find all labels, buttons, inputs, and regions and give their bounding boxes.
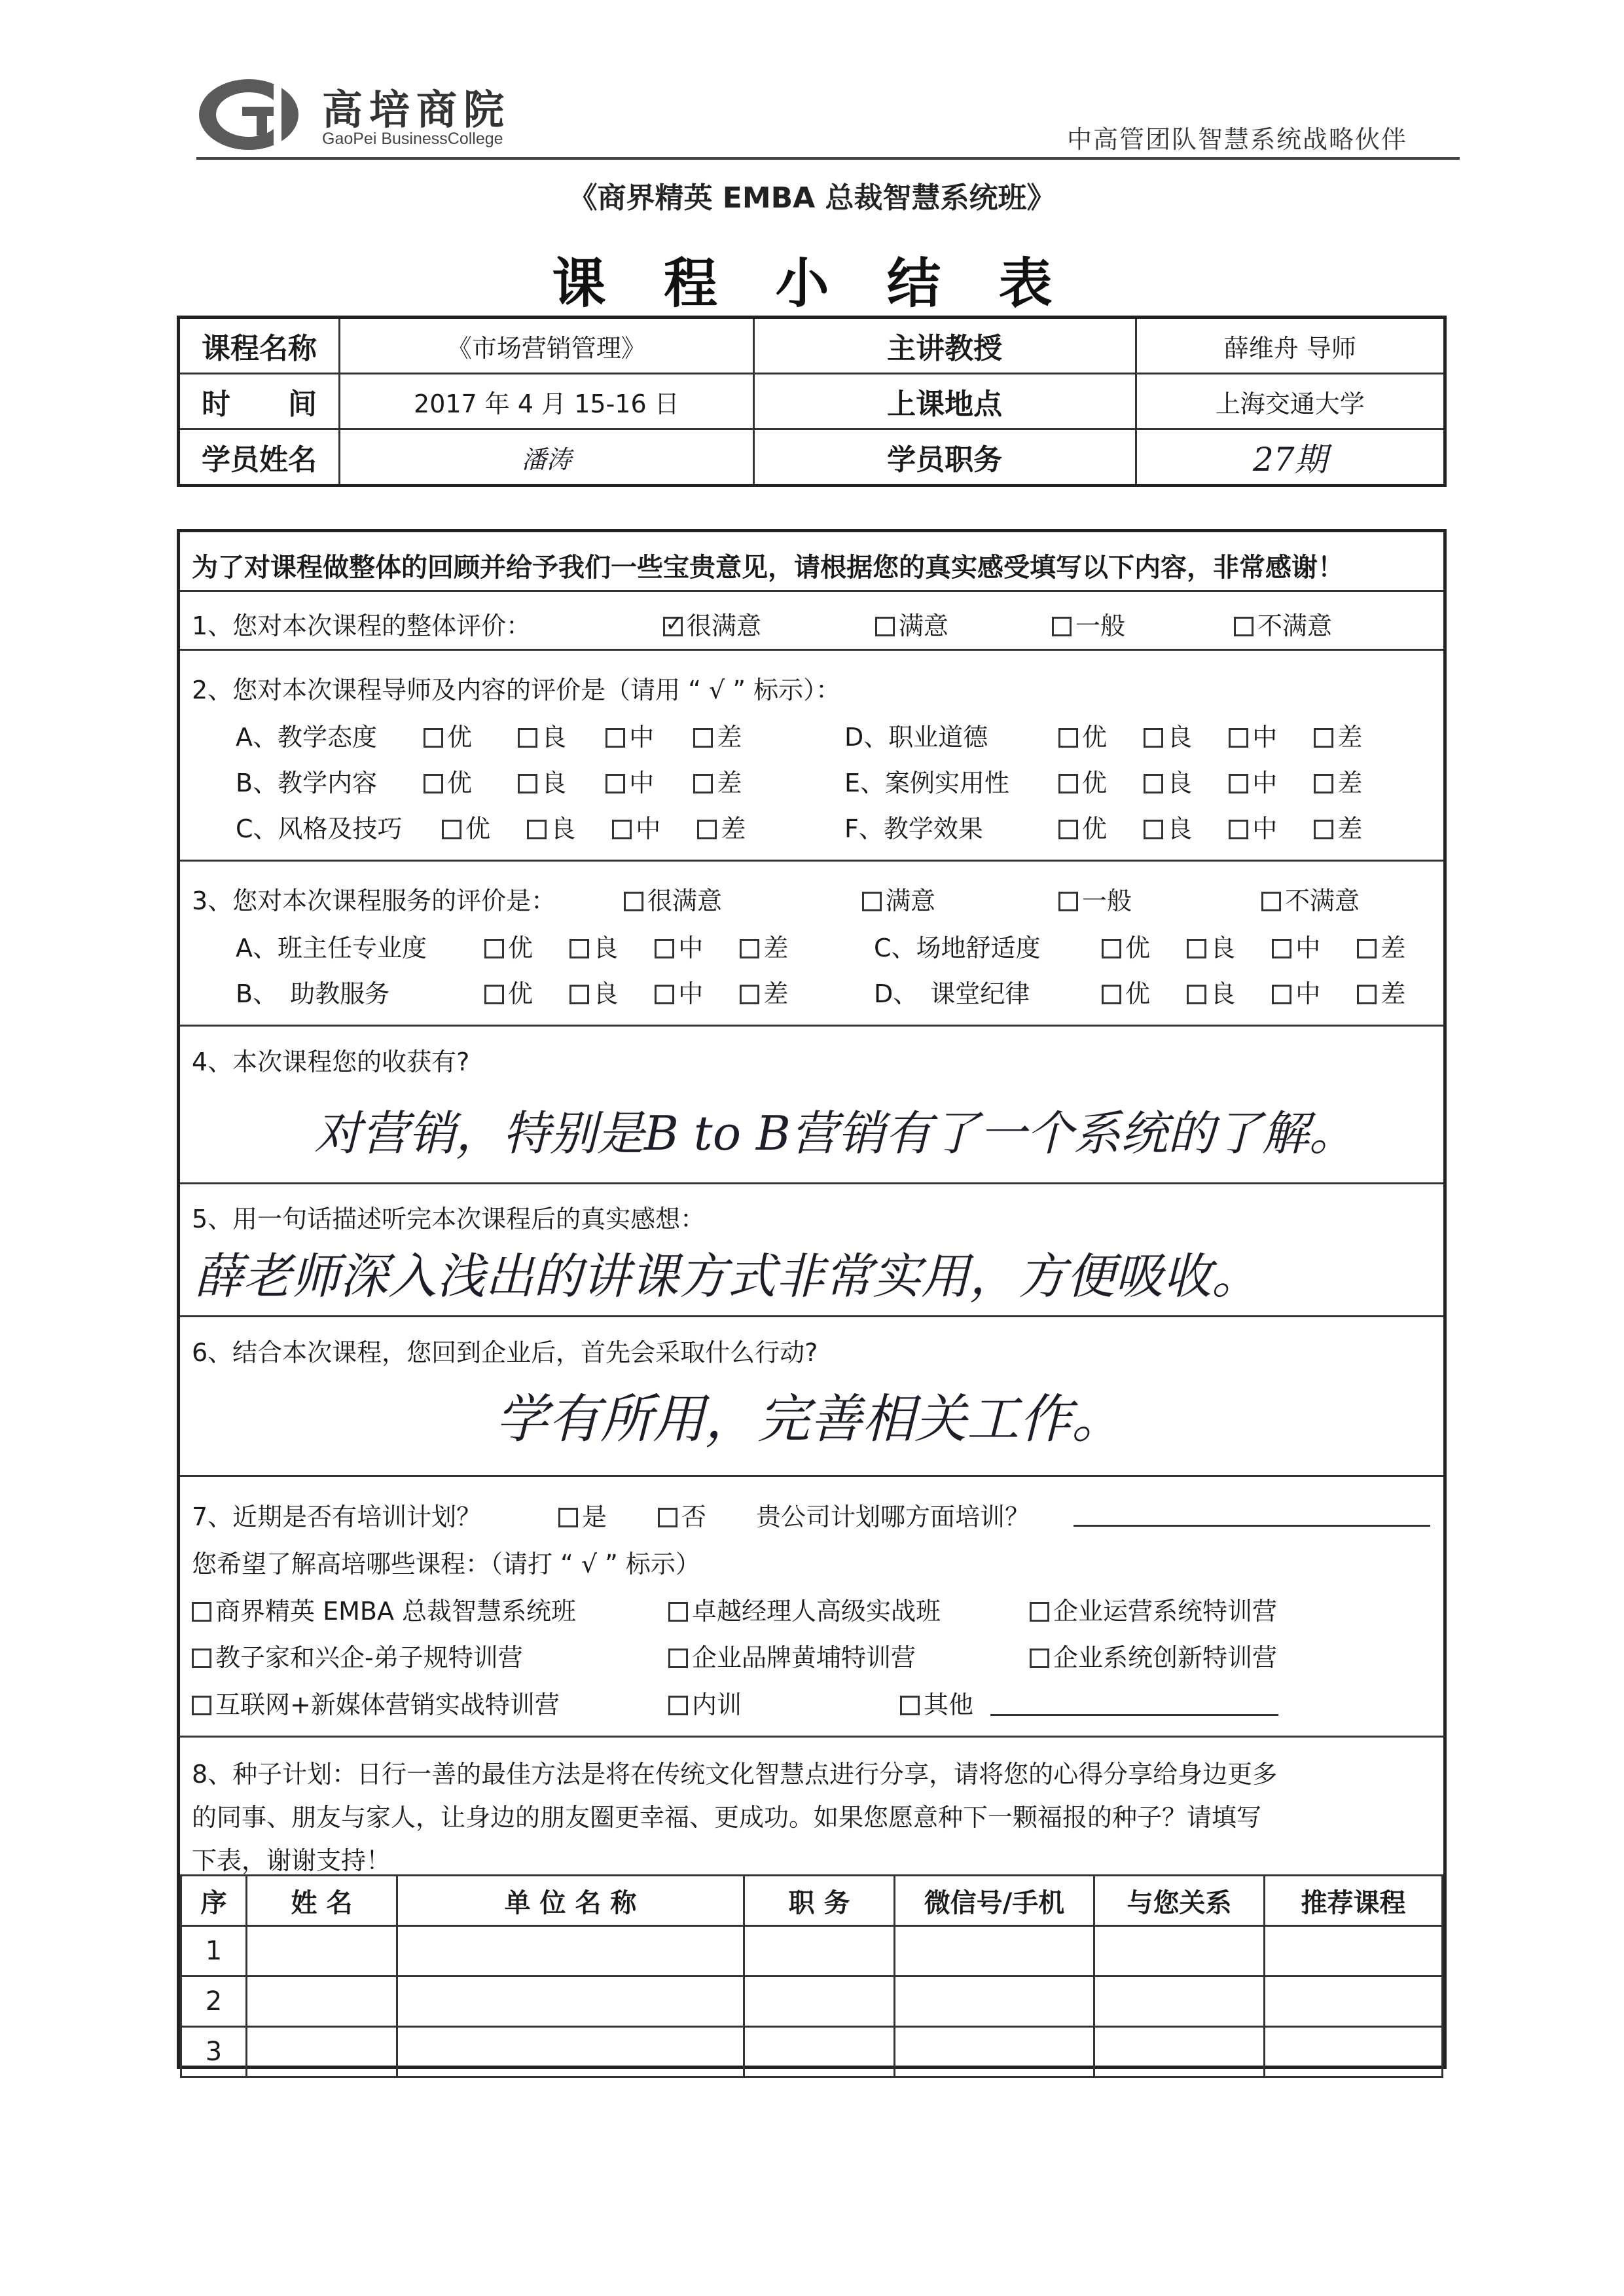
grade-medium[interactable]: 中 <box>1272 979 1320 1008</box>
table-row <box>179 374 1445 429</box>
q7-option-yes[interactable]: 是 <box>558 1497 607 1533</box>
course-info-table <box>177 316 1447 487</box>
q3-item-class-discipline: D、 课堂纪律 <box>874 979 1030 1008</box>
time-value: 2017 年 4 月 15-16 日 <box>339 374 753 429</box>
grade-good[interactable]: 良 <box>527 814 575 843</box>
lecturer-label: 主讲教授 <box>753 318 1136 374</box>
place-value: 上海交通大学 <box>1136 374 1445 429</box>
divider <box>180 1025 1443 1027</box>
grade-poor[interactable]: 差 <box>1314 723 1362 752</box>
grade-group <box>484 928 788 964</box>
student-position-field[interactable]: 27期 <box>1136 429 1445 486</box>
grade-poor[interactable]: 差 <box>740 979 788 1008</box>
feedback-survey <box>177 529 1447 2069</box>
col-header-wechat-phone: 微信号/手机 <box>895 1876 1094 1926</box>
q2-item-teaching-attitude: A、教学态度 <box>236 723 377 752</box>
divider <box>180 1736 1443 1738</box>
grade-excellent[interactable]: 优 <box>484 934 533 962</box>
grade-poor[interactable]: 差 <box>693 769 742 797</box>
grade-excellent[interactable]: 优 <box>1102 979 1150 1008</box>
checkbox-icon[interactable] <box>875 617 895 636</box>
q7-which-label: 贵公司计划哪方面培训？ <box>756 1503 1030 1531</box>
grade-good[interactable]: 良 <box>518 723 566 752</box>
cell-position[interactable] <box>744 2027 895 2077</box>
grade-good[interactable]: 良 <box>1144 723 1192 752</box>
table-row <box>179 318 1445 374</box>
logo-chinese-name: 高培商院 <box>322 86 511 134</box>
grade-excellent[interactable]: 优 <box>424 769 472 797</box>
grade-medium[interactable]: 中 <box>605 723 654 752</box>
grade-medium[interactable]: 中 <box>612 814 660 843</box>
divider <box>180 860 1443 862</box>
q2-item-style-skills: C、风格及技巧 <box>236 814 403 843</box>
q4-label: 4、本次课程您的收获有? <box>192 1048 470 1076</box>
q1-option-average[interactable]: 一般 <box>1052 606 1125 642</box>
q6-label: 6、结合本次课程，您回到企业后，首先会采取什么行动? <box>192 1338 818 1367</box>
place-label: 上课地点 <box>753 374 1136 429</box>
q1-option-unsatisfied[interactable]: 不满意 <box>1234 606 1332 642</box>
q3-item-headteacher: A、班主任专业度 <box>236 934 427 962</box>
course-option-inhouse[interactable]: 内训 <box>668 1685 742 1721</box>
course-name-label: 课程名称 <box>179 318 340 374</box>
course-option-other[interactable]: 其他 <box>900 1685 973 1721</box>
cell-company[interactable] <box>397 1977 744 2027</box>
checkbox-icon[interactable] <box>1052 617 1072 636</box>
grade-excellent[interactable]: 优 <box>1058 814 1107 843</box>
checkbox-checked-icon[interactable] <box>663 617 683 636</box>
col-header-name: 姓 名 <box>247 1876 397 1926</box>
grade-poor[interactable]: 差 <box>697 814 746 843</box>
cell-wechat-phone[interactable] <box>895 1926 1094 1977</box>
cell-company[interactable] <box>397 1926 744 1977</box>
grade-medium[interactable]: 中 <box>1229 814 1277 843</box>
divider <box>180 1475 1443 1477</box>
cell-relationship[interactable] <box>1094 2027 1265 2077</box>
q3-option-average[interactable]: 一般 <box>1058 881 1132 917</box>
q2-item-teaching-effect: F、教学效果 <box>844 814 983 843</box>
grade-good[interactable]: 良 <box>1187 934 1235 962</box>
q3-option-unsatisfied[interactable]: 不满意 <box>1261 881 1360 917</box>
cell-recommended-course[interactable] <box>1265 2027 1443 2077</box>
grade-group <box>1102 928 1405 964</box>
col-header-recommended-course: 推荐课程 <box>1265 1876 1443 1926</box>
course-option-manager[interactable]: 卓越经理人高级实战班 <box>668 1591 941 1627</box>
grade-poor[interactable]: 差 <box>1357 934 1405 962</box>
grade-poor[interactable]: 差 <box>740 934 788 962</box>
course-option-brand[interactable]: 企业品牌黄埔特训营 <box>668 1637 916 1673</box>
q2-label: 2、您对本次课程导师及内容的评价是（请用 “ √ ” 标示）： <box>192 676 841 704</box>
q3-item-venue-comfort: C、场地舒适度 <box>874 934 1041 962</box>
q3-option-very-satisfied[interactable]: 很满意 <box>624 881 722 917</box>
student-name-label: 学员姓名 <box>179 429 340 486</box>
col-header-company: 单 位 名 称 <box>397 1876 744 1926</box>
program-subtitle: 《商界精英 EMBA 总裁智慧系统班》 <box>568 181 1056 215</box>
grade-good[interactable]: 良 <box>1187 979 1235 1008</box>
grade-medium[interactable]: 中 <box>1229 769 1277 797</box>
student-position-label: 学员职务 <box>753 429 1136 486</box>
header-rule <box>196 157 1460 160</box>
grade-poor[interactable]: 差 <box>693 723 742 752</box>
q7-want-label: 您希望了解高培哪些课程：（请打 “ √ ” 标示） <box>192 1550 700 1578</box>
grade-group <box>1102 974 1405 1010</box>
grade-excellent[interactable]: 优 <box>442 814 490 843</box>
q2-item-professional-ethics: D、职业道德 <box>844 723 988 752</box>
student-name-field[interactable]: 潘涛 <box>339 429 753 486</box>
grade-medium[interactable]: 中 <box>605 769 654 797</box>
q7-which-field[interactable] <box>1074 1525 1430 1527</box>
gaopei-logo-icon <box>196 75 308 154</box>
row-index: 3 <box>181 2027 247 2077</box>
q7-option-no[interactable]: 否 <box>658 1497 706 1533</box>
q8-line1: 8、种子计划：日行一善的最佳方法是将在传统文化智慧点进行分享，请将您的心得分享给身边更多 <box>192 1760 1278 1789</box>
seed-plan-table <box>180 1874 1443 2078</box>
q3-option-satisfied[interactable]: 满意 <box>862 881 935 917</box>
cell-relationship[interactable] <box>1094 1926 1265 1977</box>
grade-group <box>1058 809 1362 845</box>
cell-position[interactable] <box>744 1977 895 2027</box>
grade-good[interactable]: 良 <box>1144 814 1192 843</box>
q3-item-assistant: B、 助教服务 <box>236 979 390 1008</box>
q1-option-very-satisfied[interactable]: ✓ 很满意 <box>663 606 761 642</box>
cell-wechat-phone[interactable] <box>895 2027 1094 2077</box>
grade-group <box>424 717 742 753</box>
divider <box>180 1182 1443 1184</box>
grade-group <box>424 763 742 799</box>
grade-good[interactable]: 良 <box>1144 769 1192 797</box>
q5-label: 5、用一句话描述听完本次课程后的真实感想： <box>192 1205 706 1233</box>
cell-position[interactable] <box>744 1926 895 1977</box>
grade-group <box>1058 717 1362 753</box>
grade-medium[interactable]: 中 <box>1229 723 1277 752</box>
grade-excellent[interactable]: 优 <box>484 979 533 1008</box>
q5-answer[interactable]: 薛老师深入浅出的讲课方式非常实用，方便吸收。 <box>194 1248 1260 1305</box>
divider <box>180 1315 1443 1317</box>
grade-poor[interactable]: 差 <box>1314 769 1362 797</box>
row-index: 2 <box>181 1977 247 2027</box>
q3-label: 3、您对本次课程服务的评价是： <box>192 886 556 915</box>
table-row <box>181 1926 1443 1977</box>
col-header-relationship: 与您关系 <box>1094 1876 1265 1926</box>
header-slogan: 中高管团队智慧系统战略伙伴 <box>1067 125 1408 154</box>
table-row <box>181 1977 1443 2027</box>
time-label: 时 间 <box>179 374 340 429</box>
grade-group <box>1058 763 1362 799</box>
grade-medium[interactable]: 中 <box>1272 934 1320 962</box>
q6-answer[interactable]: 学有所用，完善相关工作。 <box>496 1389 1124 1449</box>
cell-recommended-course[interactable] <box>1265 1977 1443 2027</box>
course-option-emba[interactable]: 商界精英 EMBA 总裁智慧系统班 <box>192 1591 576 1627</box>
course-name-value: 《市场营销管理》 <box>339 318 753 374</box>
q2-item-teaching-content: B、教学内容 <box>236 769 378 797</box>
q1-option-satisfied[interactable]: 满意 <box>875 606 948 642</box>
grade-excellent[interactable]: 优 <box>1102 934 1150 962</box>
cell-name[interactable] <box>247 2027 397 2077</box>
cell-name[interactable] <box>247 1977 397 2027</box>
grade-group <box>442 809 746 845</box>
grade-good[interactable]: 良 <box>569 934 618 962</box>
q1-label: 1、您对本次课程的整体评价： <box>192 611 532 640</box>
q2-item-case-practicality: E、案例实用性 <box>844 769 1010 797</box>
grade-good[interactable]: 良 <box>518 769 566 797</box>
col-header-position: 职 务 <box>744 1876 895 1926</box>
course-option-innovation[interactable]: 企业系统创新特训营 <box>1030 1637 1277 1673</box>
course-other-field[interactable] <box>990 1714 1278 1716</box>
table-header-row <box>181 1876 1443 1926</box>
course-option-operations[interactable]: 企业运营系统特训营 <box>1030 1591 1277 1627</box>
lecturer-value: 薛维舟 导师 <box>1136 318 1445 374</box>
cell-relationship[interactable] <box>1094 1977 1265 2027</box>
q4-answer[interactable]: 对营销，特别是B to B营销有了一个系统的了解。 <box>314 1106 1356 1161</box>
cell-name[interactable] <box>247 1926 397 1977</box>
q8-line3: 下表，谢谢支持！ <box>192 1846 391 1875</box>
row-index: 1 <box>181 1926 247 1977</box>
grade-medium[interactable]: 中 <box>655 979 703 1008</box>
course-option-internet-marketing[interactable]: 互联网+新媒体营销实战特训营 <box>192 1685 560 1721</box>
grade-group <box>484 974 788 1010</box>
cell-wechat-phone[interactable] <box>895 1977 1094 2027</box>
col-header-index: 序 <box>181 1876 247 1926</box>
cell-recommended-course[interactable] <box>1265 1926 1443 1977</box>
grade-poor[interactable]: 差 <box>1314 814 1362 843</box>
grade-good[interactable]: 良 <box>569 979 618 1008</box>
q8-line2: 的同事、朋友与家人，让身边的朋友圈更幸福、更成功。如果您愿意种下一颗福报的种子？请填写 <box>192 1803 1262 1832</box>
grade-medium[interactable]: 中 <box>655 934 703 962</box>
page-title: 课 程 小 结 表 <box>552 253 1072 315</box>
checkbox-icon[interactable] <box>1234 617 1254 636</box>
survey-intro: 为了对课程做整体的回顾并给予我们一些宝贵意见，请根据您的真实感受填写以下内容，非常感谢！ <box>192 553 1344 583</box>
logo-english-name: GaoPei BusinessCollege <box>322 130 503 148</box>
q7-label: 7、近期是否有培训计划？ <box>192 1503 482 1531</box>
course-option-dizigui[interactable]: 教子家和兴企-弟子规特训营 <box>192 1637 523 1673</box>
grade-excellent[interactable]: 优 <box>1058 723 1107 752</box>
table-row <box>179 429 1445 486</box>
divider <box>180 649 1443 651</box>
grade-poor[interactable]: 差 <box>1357 979 1405 1008</box>
grade-excellent[interactable]: 优 <box>1058 769 1107 797</box>
cell-company[interactable] <box>397 2027 744 2077</box>
table-row <box>181 2027 1443 2077</box>
grade-excellent[interactable]: 优 <box>424 723 472 752</box>
divider <box>180 590 1443 592</box>
